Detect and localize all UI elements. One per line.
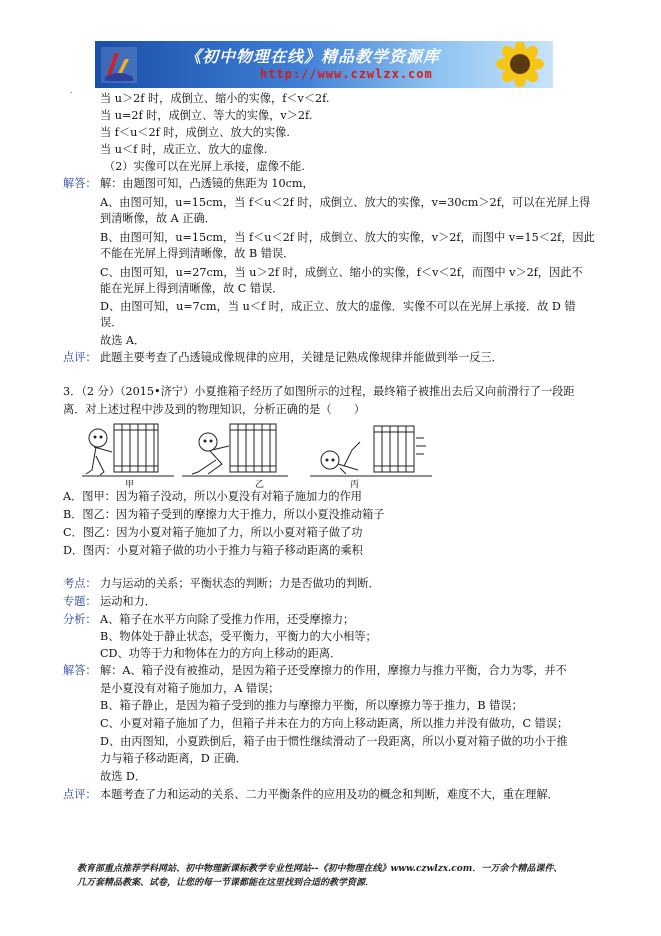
footer-line: 几万套精品教案、试卷，让您的每一节课都能在这里找到合适的教学资源． [77,878,375,888]
text-line: 当 u=2f 时，成倒立、等大的实像，v＞2f. [100,109,313,122]
sunflower-icon [489,42,551,87]
kaodian-text: 力与运动的关系；平衡状态的判断；力是否做功的判断． [100,577,380,590]
banner-url[interactable]: http://www.czwlzx.com [260,67,433,81]
figure-caption: 乙 [255,480,265,490]
answer-line: D、由图可知，u=7cm，当 u＜f 时，成正立、放大的虚像．实像不可以在光屏上承接．故 D 错 [100,300,576,313]
question-figure [82,420,482,488]
answer-line: 误． [100,316,123,329]
site-logo-icon [99,45,139,85]
fenxi-line: B、物体处于静止状态，受平衡力，平衡力的大小相等； [100,630,377,643]
page-footer [77,862,607,890]
option-c: C．图乙：因为小夏对箱子施加了力，所以小夏对箱子做了功 [63,526,363,539]
jieda-line: D、由丙图知，小夏跌倒后，箱子由于惯性继续滑动了一段距离，所以小夏对箱子做的功小于推 [100,735,568,748]
question-stem: 3．（2 分）（2015•济宁）小夏推箱子经历了如图所示的过程，最终箱子被推出去后又向前滑行了一段距 [63,385,575,398]
option-b: B．图乙：因为箱子受到的摩擦力大于推力，所以小夏没推动箱子 [63,508,385,521]
answer-line: B、由图可知，u=15cm，当 f＜u＜2f 时，成倒立、放大的实像，v＞2f，而图中 v=15＜2f，因此 [100,231,595,244]
figure-jia [82,424,174,476]
text-line: 当 f＜u＜2f 时，成倒立、放大的实像. [100,126,290,139]
jieda-line: 解：A、箱子没有被推动，是因为箱子还受摩擦力的作用，摩擦力与推力平衡，合力为零，并不 [100,664,567,677]
answer-line: 解：由题图可知，凸透镜的焦距为 10cm， [100,177,314,190]
comment-label: 点评： [63,351,97,364]
zhuanti-label: 专题： [63,595,97,608]
figure-caption: 甲 [125,480,135,490]
comment-text: 此题主要考查了凸透镜成像规律的应用，关键是记熟成像规律并能做到举一反三． [100,351,503,364]
text-line: 当 u＞2f 时，成倒立、缩小的实像，f＜v＜2f. [100,92,330,105]
answer-line: 能在光屏上得到清晰像，故 C 错误． [100,282,284,295]
jieda-line: 是小夏没有对箱子施加力，A 错误； [100,682,280,695]
dianping-text: 本题考查了力和运动的关系、二力平衡条件的应用及功的概念和判断，难度不大，重在理解． [100,788,559,801]
jieda-line: 力与箱子移动距离，D 正确． [100,752,247,765]
jieda-line: C、小夏对箱子施加了力，但箱子并未在力的方向上移动距离，所以推力并没有做功，C 错误； [100,717,569,730]
option-d: D．图丙：小夏对箱子做的功小于推力与箱子移动距离的乘积 [63,544,363,557]
dianping-label: 点评： [63,788,97,801]
fenxi-line: CD、功等于力和物体在力的方向上移动的距离． [100,647,342,660]
zhuanti-text: 运动和力． [100,595,156,608]
separator-dot: . [70,86,73,95]
answer-line: 故选 A． [100,334,146,347]
jieda-line: 故选 D． [100,770,147,783]
jieda-label: 解答： [63,664,97,677]
footer-line: 教育部重点推荐学科网站、初中物理新课标教学专业性网站--《初中物理在线》www.czwlzx.com．一万余个精品课件、 [77,864,563,874]
answer-line: C、由图可知，u=27cm，当 u＞2f 时，成倒立、缩小的实像，f＜v＜2f，而图中 v＞2f，因此不 [100,266,583,279]
kaodian-label: 考点： [63,577,97,590]
answer-label: 解答： [63,177,97,190]
header-banner [95,41,553,88]
option-a: A．图甲：因为箱子没动，所以小夏没有对箱子施加力的作用 [63,490,362,503]
banner-title: 《初中物理在线》精品教学资源库 [185,47,441,66]
text-line: （2）实像可以在光屏上承接，虚像不能. [104,160,305,173]
answer-line: 到清晰像，故 A 正确． [100,212,216,225]
fenxi-label: 分析： [63,613,97,626]
question-stem: 离．对上述过程中涉及到的物理知识，分析正确的是（ ） [63,403,366,416]
figure-caption: 丙 [350,480,360,490]
figure-bing [310,426,432,476]
figure-yi [182,424,288,476]
text-line: 当 u＜f 时，成正立、放大的虚像. [100,143,268,156]
answer-line: 不能在光屏上得到清晰像，故 B 错误． [100,247,295,260]
answer-line: A、由图可知，u=15cm，当 f＜u＜2f 时，成倒立、放大的实像，v=30cm＞2f，可以在光屏上得 [100,196,591,209]
jieda-line: B、箱子静止，是因为箱子受到的推力与摩擦力平衡，所以摩擦力等于推力，B 错误； [100,699,523,712]
fenxi-line: A、箱子在水平方向除了受推力作用，还受摩擦力； [100,613,355,626]
